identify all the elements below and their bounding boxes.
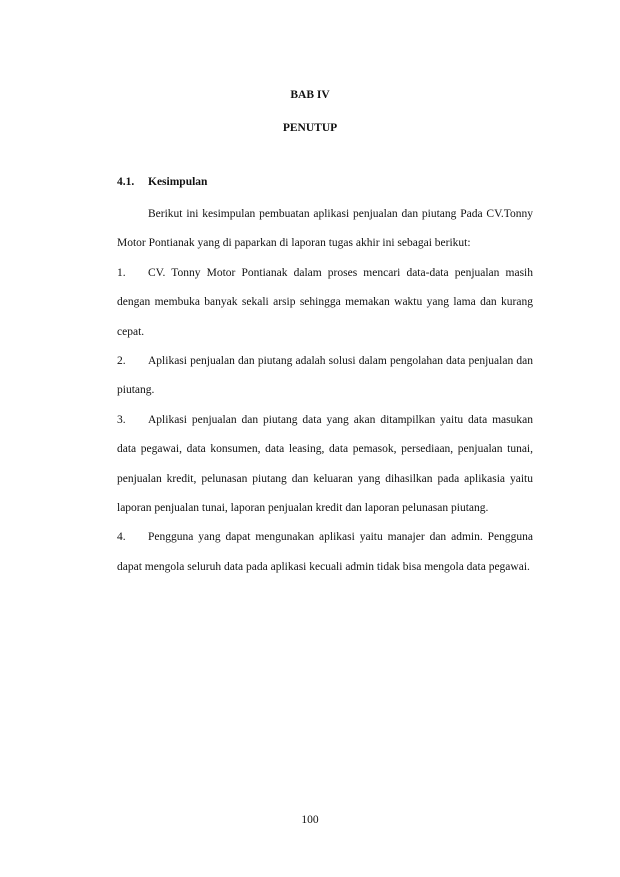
list-item-number: 2. (117, 355, 126, 368)
list-item (117, 347, 533, 406)
chapter-heading: BAB IV (290, 89, 330, 101)
list-item-number: 1. (117, 266, 126, 279)
list-item (117, 523, 533, 582)
list-item-number: 4. (117, 531, 126, 544)
list-item-text: CV. Tonny Motor Pontianak dalam proses mencari data-data penjualan masih dengan membuka banyak sekali arsip sehingga memakan waktu yang lama dan kurang cepat. (117, 266, 533, 338)
list-item-number: 3. (117, 413, 126, 426)
list-item-text: Pengguna yang dapat mengunakan aplikasi yaitu manajer dan admin. Pengguna dapat mengola seluruh data pada aplikasi kecuali admin tidak bisa mengola data pegawai. (117, 531, 533, 573)
list-item (117, 259, 533, 347)
list-item (117, 406, 533, 524)
section-number: 4.1. (117, 176, 135, 188)
page-number: 100 (301, 814, 319, 826)
intro-paragraph: Berikut ini kesimpulan pembuatan aplikasi penjualan dan piutang Pada CV.Tonny Motor Pontianak yang di paparkan di laporan tugas akhir ini sebagai berikut: (117, 208, 533, 250)
list-item-text: Aplikasi penjualan dan piutang data yang akan ditampilkan yaitu data masukan data pegawai, data konsumen, data leasing, data pemasok, persediaan, penjualan tunai, penjualan kredit, pelunasan piutang dan keluaran yang dihasilkan pada aplikasia yaitu laporan penjualan tunai, laporan penjualan kredit dan laporan pelunasan piutang. (117, 413, 533, 515)
section-title: Kesimpulan (148, 176, 208, 188)
section-heading (117, 176, 207, 188)
list-item-text: Aplikasi penjualan dan piutang adalah solusi dalam pengolahan data penjualan dan piutang. (117, 355, 533, 397)
section-body (117, 200, 533, 582)
chapter-title: PENUTUP (282, 122, 338, 134)
